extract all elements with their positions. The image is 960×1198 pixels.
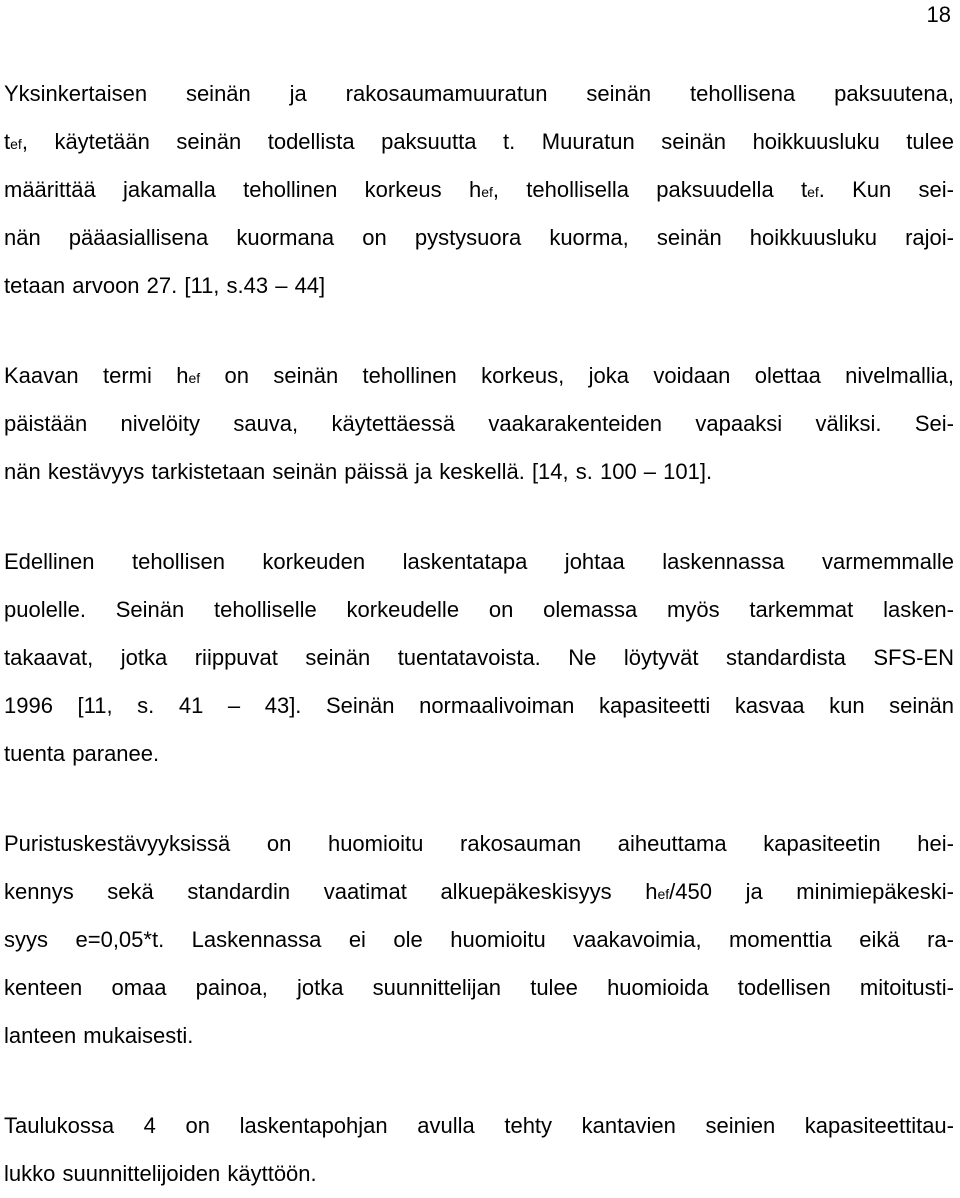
line-text: /450 ja minimiepäkeski- — [669, 879, 954, 904]
line-text: puolelle. Seinän teholliselle korkeudelle on olemassa myös tarkemmat lasken- — [4, 597, 954, 622]
line-text: Yksinkertaisen seinän ja rakosaumamuuratun seinän tehollisena paksuutena, — [4, 81, 954, 106]
line-text: Kaavan termi h — [4, 363, 189, 388]
text-line — [4, 1012, 954, 1060]
text-line — [4, 634, 954, 682]
line-text: . Kun sei- — [818, 177, 954, 202]
text-line — [4, 820, 954, 868]
line-text: 1996 [11, s. 41 – 43]. Seinän normaalivoiman kapasiteetti kasvaa kun seinän — [4, 693, 954, 718]
subscript-text: ef — [807, 184, 819, 200]
line-text: Edellinen tehollisen korkeuden laskentatapa johtaa laskennassa varmemmalle — [4, 549, 954, 574]
subscript-text: ef — [10, 136, 22, 152]
page-number: 18 — [926, 2, 951, 27]
subscript-text: ef — [481, 184, 493, 200]
text-line — [4, 448, 954, 496]
text-line — [4, 262, 954, 310]
line-text: syys e=0,05*t. Laskennassa ei ole huomioitu vaakavoimia, momenttia eikä ra- — [4, 927, 954, 952]
subscript-text: ef — [188, 370, 201, 386]
text-line — [4, 214, 954, 262]
line-text: Puristuskestävyyksissä on huomioitu rakosauman aiheuttama kapasiteetin hei- — [4, 831, 954, 856]
line-text: määrittää jakamalla tehollinen korkeus h — [4, 177, 482, 202]
paragraph-spacer — [4, 778, 954, 820]
line-text: , tehollisella paksuudella t — [492, 177, 808, 202]
paragraph — [4, 70, 954, 310]
line-text: nän kestävyys tarkistetaan seinän päissä ja keskellä. [14, s. 100 – 101]. — [4, 459, 713, 484]
text-line — [4, 682, 954, 730]
text-line — [4, 400, 954, 448]
line-text: t — [4, 129, 11, 154]
paragraph — [4, 352, 954, 496]
line-text: lanteen mukaisesti. — [4, 1023, 194, 1048]
paragraph-spacer — [4, 1060, 954, 1102]
line-text: lukko suunnittelijoiden käyttöön. — [4, 1161, 317, 1186]
line-text: , käytetään seinän todellista paksuutta t. Muuratun seinän hoikkuusluku tulee — [21, 129, 954, 154]
paragraph — [4, 538, 954, 778]
text-line — [4, 1150, 954, 1198]
paragraph-spacer — [4, 310, 954, 352]
line-text: on seinän tehollinen korkeus, joka voidaan olettaa nivelmallia, — [200, 363, 954, 388]
line-text: tuenta paranee. — [4, 741, 160, 766]
line-text: kenteen omaa painoa, jotka suunnittelijan tulee huomioida todellisen mitoitusti- — [4, 975, 954, 1000]
text-line — [4, 586, 954, 634]
text-line — [4, 70, 954, 118]
line-text: päistään nivelöity sauva, käytettäessä vaakarakenteiden vapaaksi väliksi. Sei- — [4, 411, 954, 436]
paragraph-spacer — [4, 496, 954, 538]
text-line — [4, 1102, 954, 1150]
text-line — [4, 916, 954, 964]
paragraph — [4, 820, 954, 1060]
line-text: tetaan arvoon 27. [11, s.43 – 44] — [4, 273, 326, 298]
document-body — [4, 70, 954, 1198]
subscript-text: ef — [657, 886, 670, 902]
line-text: Taulukossa 4 on laskentapohjan avulla tehty kantavien seinien kapasiteettitau- — [4, 1113, 954, 1138]
text-line — [4, 730, 954, 778]
line-text: takaavat, jotka riippuvat seinän tuentatavoista. Ne löytyvät standardista SFS-EN — [4, 645, 954, 670]
paragraph — [4, 1102, 954, 1198]
text-line — [4, 166, 954, 214]
text-line — [4, 868, 954, 916]
text-line — [4, 352, 954, 400]
line-text: nän pääasiallisena kuormana on pystysuora kuorma, seinän hoikkuusluku rajoi- — [4, 225, 954, 250]
text-line — [4, 538, 954, 586]
text-line — [4, 118, 954, 166]
text-line — [4, 964, 954, 1012]
line-text: kennys sekä standardin vaatimat alkuepäkeskisyys h — [4, 879, 658, 904]
